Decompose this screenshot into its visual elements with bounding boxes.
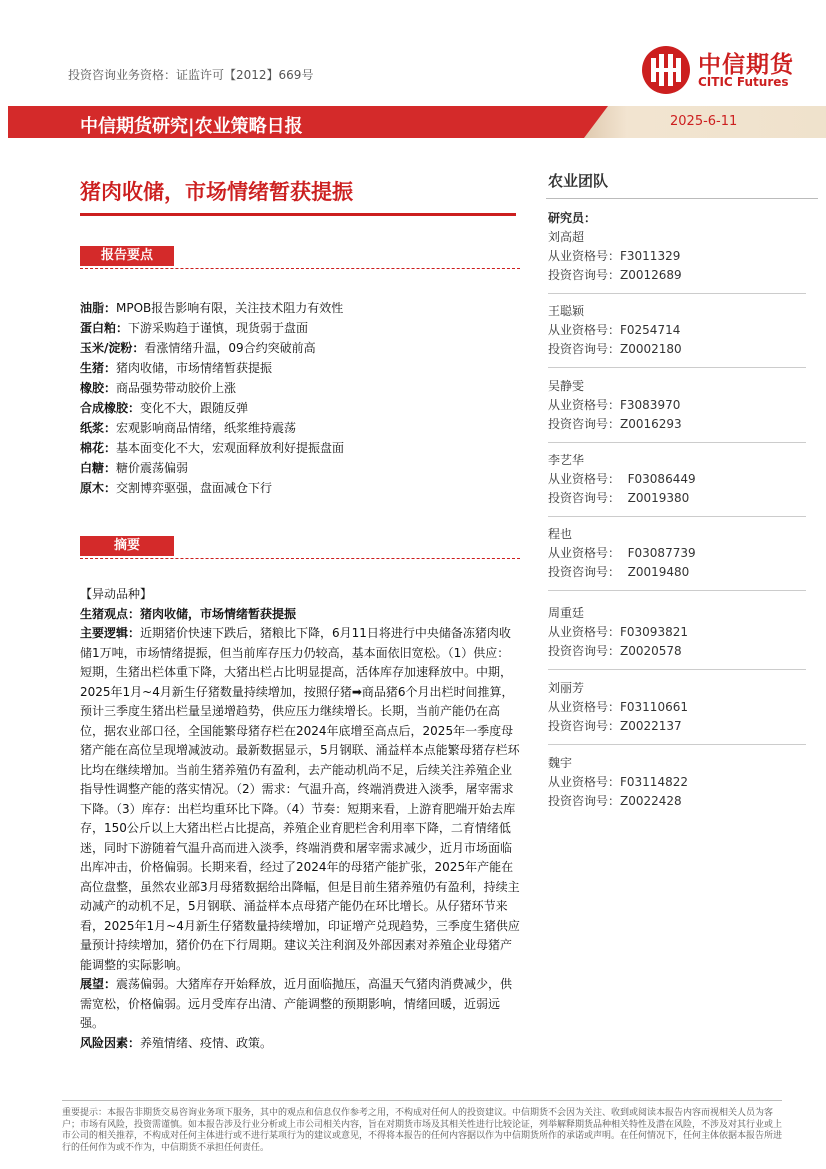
researcher-divider xyxy=(548,590,806,591)
highlight-item xyxy=(80,338,520,358)
researcher-name: 李艺华 xyxy=(548,453,585,467)
report-date: 2025-6-11 xyxy=(670,114,738,129)
highlight-item xyxy=(80,438,520,458)
highlight-value: 猪肉收储，市场情绪暂获提振 xyxy=(116,361,273,375)
researcher-divider xyxy=(548,744,806,745)
logo-text-en: CITIC Futures xyxy=(698,75,789,89)
outlook-label: 展望： xyxy=(80,977,117,991)
researcher-divider xyxy=(548,367,806,368)
researcher-card xyxy=(548,451,808,517)
section-label-highlights: 报告要点 xyxy=(80,246,174,266)
logo-text-cn: 中信期货 xyxy=(698,52,794,78)
highlight-key: 原木： xyxy=(80,481,117,495)
qualification-number: 从业资格号：F3083970 xyxy=(548,398,681,412)
title-banner xyxy=(8,106,826,138)
researcher-card xyxy=(548,228,808,294)
highlight-item xyxy=(80,458,520,478)
researcher-name: 王聪颖 xyxy=(548,304,585,318)
citic-logo-icon xyxy=(640,44,692,96)
consulting-number: 投资咨询号：Z0002180 xyxy=(548,342,682,356)
researcher-divider xyxy=(548,669,806,670)
researcher-name: 刘高超 xyxy=(548,230,585,244)
highlight-key: 玉米/淀粉： xyxy=(80,341,145,355)
headline-divider xyxy=(80,213,516,216)
highlight-key: 油脂： xyxy=(80,301,117,315)
highlight-key: 纸浆： xyxy=(80,421,117,435)
researcher-divider xyxy=(548,516,806,517)
company-logo xyxy=(640,44,810,96)
researcher-card xyxy=(548,679,808,745)
consulting-number: 投资咨询号： Z0019480 xyxy=(548,565,690,579)
highlight-value: 宏观影响商品情绪，纸浆维持震荡 xyxy=(116,421,297,435)
qualification-number: 从业资格号：F3011329 xyxy=(548,249,681,263)
sidebar-divider xyxy=(546,198,818,199)
highlight-key: 橡胶： xyxy=(80,381,117,395)
section-label-abstract: 摘要 xyxy=(80,536,174,556)
researcher-name: 周重廷 xyxy=(548,606,585,620)
risk-label: 风险因素： xyxy=(80,1035,141,1050)
team-title: 农业团队 xyxy=(548,172,609,190)
view-text: 猪肉收储，市场情绪暂获提振 xyxy=(140,606,297,621)
section-divider xyxy=(80,558,520,560)
view-label: 生猪观点： xyxy=(80,606,141,621)
highlights-list xyxy=(80,298,520,498)
qualification-number: 从业资格号： F03087739 xyxy=(548,546,696,560)
consulting-number: 投资咨询号：Z0022137 xyxy=(548,719,682,733)
highlight-item xyxy=(80,298,520,318)
highlight-item xyxy=(80,398,520,418)
highlight-value: 下游采购趋于谨慎，现货弱于盘面 xyxy=(128,321,309,335)
highlight-value: 看涨情绪升温，09合约突破前高 xyxy=(144,341,316,355)
consulting-number: 投资咨询号： Z0019380 xyxy=(548,491,690,505)
highlight-key: 棉花： xyxy=(80,441,117,455)
researcher-card xyxy=(548,302,808,368)
highlight-item xyxy=(80,358,520,378)
report-headline: 猪肉收储，市场情绪暂获提振 xyxy=(80,180,353,204)
outlook-text: 震荡偏弱。大猪库存开始释放，近月面临抛压，高温天气猪肉消费减少，供需宽松，价格偏弱。远月受库存出清、产能调整的预期影响，情绪回暖，近弱远强。 xyxy=(80,977,513,1030)
highlight-value: 商品强势带动胶价上涨 xyxy=(116,381,237,395)
highlight-key: 白糖： xyxy=(80,461,117,475)
highlight-item xyxy=(80,418,520,438)
license-text: 投资咨询业务资格：证监许可【2012】669号 xyxy=(68,68,314,82)
qualification-number: 从业资格号：F03110661 xyxy=(548,700,688,714)
highlight-key: 蛋白粕： xyxy=(80,321,129,335)
highlight-value: 基本面变化不大，宏观面释放利好提振盘面 xyxy=(116,441,345,455)
highlight-value: 糖价震荡偏弱 xyxy=(116,461,189,475)
researcher-card xyxy=(548,525,808,591)
researcher-card xyxy=(548,754,808,811)
highlight-key: 合成橡胶： xyxy=(80,401,141,415)
researcher-divider xyxy=(548,293,806,294)
consulting-number: 投资咨询号：Z0016293 xyxy=(548,417,682,431)
researcher-card xyxy=(548,377,808,443)
logic-text: 近期猪价快速下跌后，猪粮比下降，6月11日将进行中央储备冻猪肉收储1万吨，市场情绪提振，但当前库存压力仍较高，基本面依旧宽松。（1）供应：短期，生猪出栏体重下降，大猪出栏占比明显提高，活体库存加速释放中。中期，2025年1月~4月新生仔猪数量持续增加，按照仔猪➡商品猪6个月出栏时间推算，预计三季度生猪出栏量呈递增趋势，供应压力继续增长。长期，当前产能仍在高位，据农业部口径，全国能繁母猪存栏在2024年底增至高点后，2025年一季度母猪产能在高位呈现增减波动。最新数据显示，5月钢联、涌益样本点能繁母猪存栏环比均在继续增加。当前生猪养殖仍有盈利，去产能动机尚不足，后续关注养殖企业指导性调整产能的落实情况。（2）需求：气温升高，终端消费进入淡季，屠宰需求下降。（3）库存：出栏均重环比下降。（4）节奏：短期来看，上游育肥端开始去库存，150公斤以上大猪出栏占比提高，养殖企业育肥栏舍利用率下降，二育情绪低迷，同时下游随着气温升高而进入淡季，终端消费和屠宰需求减少，近月市场面临出库冲击，价格偏弱。长期来看，经过了2024年的母猪产能扩张，2025年产能在高位盘整，虽然农业部3月母猪数据给出降幅，但是目前生猪养殖仍有盈利，持续主动减产的动机不足，5月钢联、涌益样本点母猪产能仍在环比增长。从仔猪环节来看，2025年1月~4月新生仔猪数量持续增加，印证增产兑现趋势，三季度生猪供应量预计持续增加，猪价仍在下行周期。建议关注利润及外部因素对养殖企业母猪产能调整的实际影响。 xyxy=(80,626,520,972)
highlight-key: 生猪： xyxy=(80,361,117,375)
logic-label: 主要逻辑： xyxy=(80,626,141,640)
footer-divider xyxy=(62,1100,782,1101)
researcher-name: 吴静雯 xyxy=(548,379,585,393)
risk-text: 养殖情绪、疫情、政策。 xyxy=(140,1035,273,1050)
section-divider xyxy=(80,268,520,270)
researcher-label: 研究员： xyxy=(548,211,597,225)
disclaimer-text: 重要提示：本报告非期货交易咨询业务项下服务，其中的观点和信息仅作参考之用，不构成对任何人的投资建议。中信期货不会因为关注、收到或阅读本报告内容而视相关人员为客户；市场有风险，投资需谨慎。如本报告涉及行业分析或上市公司相关内容，旨在对期货市场及其相关性进行比较论证，列举解释期货品种相关特性及潜在风险，不涉及对其行业或上市公司的相关推荐，不构成对任何主体进行或不进行某项行为的建议或意见，不得将本报告的任何内容据以作为中信期货所作的承诺或声明。在任何情况下，任何主体依据本报告所进行的任何作为或不作为，中信期货不承担任何责任。 xyxy=(62,1108,783,1153)
qualification-number: 从业资格号：F03114822 xyxy=(548,775,688,789)
researcher-name: 程也 xyxy=(548,527,573,541)
highlight-value: 变化不大，跟随反弹 xyxy=(140,401,249,415)
qualification-number: 从业资格号：F0254714 xyxy=(548,323,681,337)
researcher-divider xyxy=(548,442,806,443)
section-tag: 【异动品种】 xyxy=(80,587,153,601)
researcher-name: 刘丽芳 xyxy=(548,681,585,695)
highlight-value: MPOB报告影响有限，关注技术阻力有效性 xyxy=(116,301,344,315)
highlight-value: 交割博弈驱强，盘面减仓下行 xyxy=(116,481,273,495)
abstract-body xyxy=(80,585,520,1053)
researcher-card xyxy=(548,604,808,670)
report-series-title: 中信期货研究|农业策略日报 xyxy=(80,116,303,137)
consulting-number: 投资咨询号：Z0012689 xyxy=(548,268,682,282)
qualification-number: 从业资格号： F03086449 xyxy=(548,472,696,486)
highlight-item xyxy=(80,478,520,498)
consulting-number: 投资咨询号：Z0020578 xyxy=(548,644,682,658)
highlight-item xyxy=(80,378,520,398)
highlight-item xyxy=(80,318,520,338)
researcher-name: 魏宇 xyxy=(548,756,573,770)
qualification-number: 从业资格号：F03093821 xyxy=(548,625,688,639)
consulting-number: 投资咨询号：Z0022428 xyxy=(548,794,682,808)
